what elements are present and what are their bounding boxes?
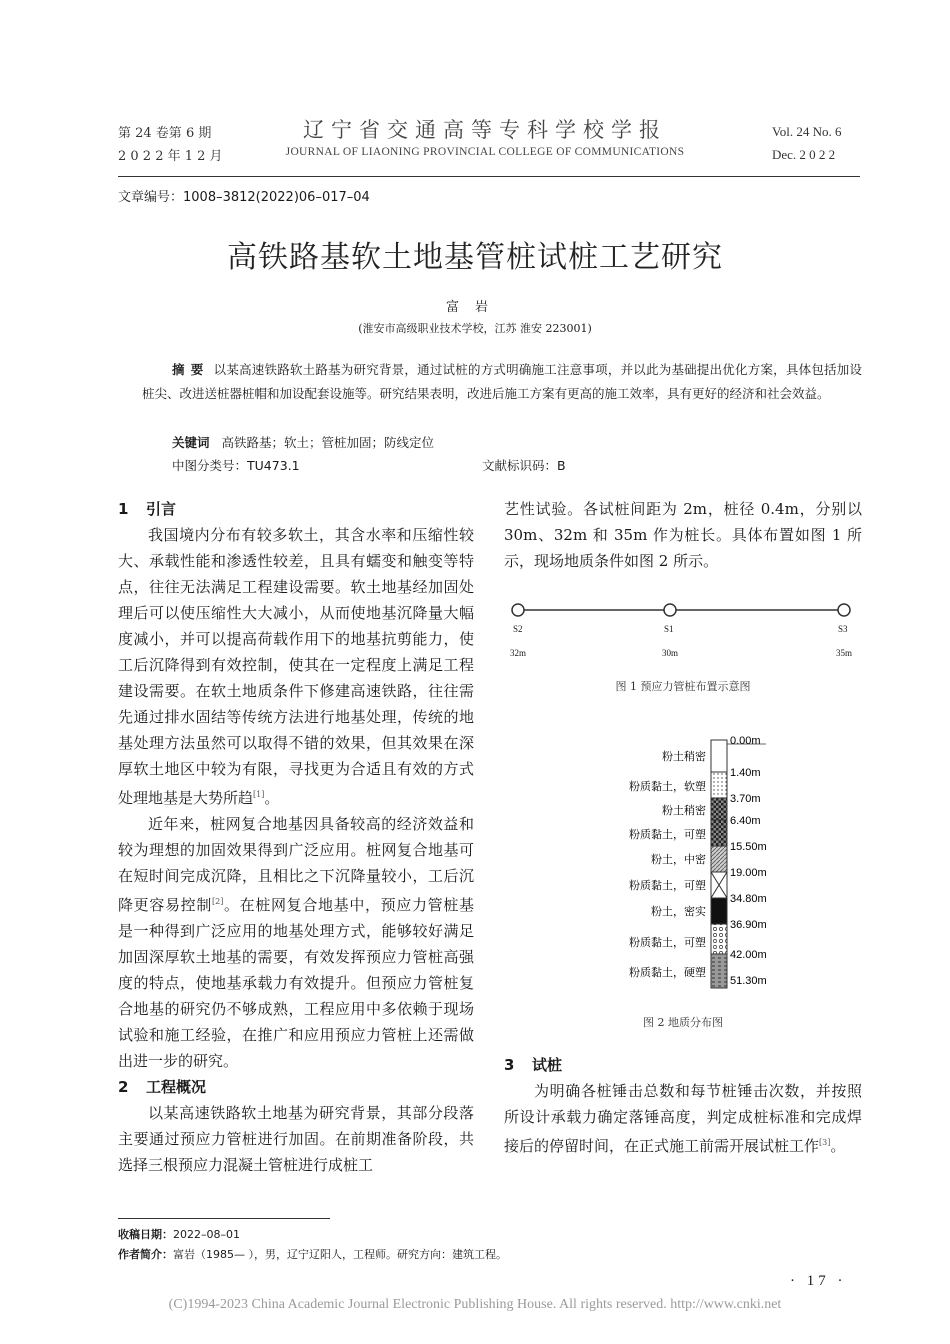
document-code: 文献标识码：B bbox=[482, 458, 566, 473]
depth-label: 36.90m bbox=[730, 919, 767, 931]
layer-label: 粉质黏土，可塑 bbox=[629, 828, 706, 841]
paragraph: 以某高速铁路软土地基为研究背景，其部分段落主要通过预应力管桩进行加固。在前期准备阶段，共选择三根预应力混凝土管桩进行成桩工 bbox=[118, 1104, 474, 1174]
author-name: 富岩 bbox=[445, 300, 504, 315]
left-column bbox=[118, 496, 474, 1178]
paragraph: 艺性试验。各试桩间距为 2m，桩径 0.4m，分别以 30m、32m 和 35m 作为桩长。具体布置如图 1 所示，现场地质条件如图 2 所示。 bbox=[504, 500, 862, 570]
layer-7 bbox=[711, 898, 727, 924]
article-number: 文章编号：1008–3812(2022)06–017–04 bbox=[118, 190, 370, 205]
page-number: · 17 · bbox=[790, 1273, 847, 1289]
layer-label: 粉质黏土，软塑 bbox=[629, 780, 706, 793]
journal-volume-info-en bbox=[772, 120, 841, 166]
depth-label: 42.00m bbox=[730, 949, 767, 961]
date-en: Dec. 2 0 2 2 bbox=[772, 147, 836, 162]
copyright-line: (C)1994-2023 China Academic Journal Electronic Publishing House. All rights reserved. http://www.cnki.net bbox=[168, 1297, 782, 1312]
figure-1-caption: 图 1 预应力管桩布置示意图 bbox=[615, 680, 751, 693]
depth-label: 3.70m bbox=[730, 793, 761, 805]
figure-2-caption: 图 2 地质分布图 bbox=[643, 1016, 723, 1029]
layer-label: 粉土稍密 bbox=[662, 804, 706, 817]
abstract-label: 摘要 bbox=[172, 362, 210, 377]
figure-1-pile-layout bbox=[504, 596, 862, 666]
pile-length: 32m bbox=[510, 648, 527, 658]
layer-label: 粉土稍密 bbox=[662, 750, 706, 763]
layer-label: 粉质黏土，可塑 bbox=[629, 936, 706, 949]
section-heading: 2 工程概况 bbox=[118, 1078, 207, 1096]
depth-label: 1.40m bbox=[730, 767, 761, 779]
layer-3 bbox=[711, 798, 727, 820]
keywords-text: 高铁路基；软土；管桩加固；防线定位 bbox=[221, 435, 434, 450]
depth-label: 15.50m bbox=[730, 841, 767, 853]
abstract-text: 以某高速铁路软土路基为研究背景，通过试桩的方式明确施工注意事项，并以此为基础提出优化方案，具体包括加设桩尖、改进送桩器桩帽和加设配套设施等。研究结果表明，改进后施工方案有更高的施工效率，具有更好的经济和社会效益。 bbox=[142, 362, 862, 401]
depth-label: 6.40m bbox=[730, 815, 761, 827]
pile-length: 35m bbox=[836, 648, 853, 658]
layer-label: 粉土，密实 bbox=[651, 905, 706, 918]
layer-4 bbox=[711, 820, 727, 846]
layer-label: 粉土，中密 bbox=[651, 853, 706, 866]
pile-layout-diagram bbox=[504, 596, 862, 666]
paragraph: 近年来，桩网复合地基因具备较高的经济效益和较为理想的加固效果得到广泛应用。桩网复合地基可在短时间完成沉降，且相比之下沉降量较小，工后沉降更容易控制[2]。在桩网复合地基中，预应力管桩基是一种得到广泛应用的地基处理方式，能够较好满足加固深厚软土地基的需要，有效发挥预应力管桩高强度的特点，使地基承载力有效提升。但预应力管桩复合地基的研究仍不够成熟，工程应用中多依赖于现场试验和施工经验，在推广和应用预应力管桩上还需做出进一步的研究。 bbox=[118, 815, 474, 1070]
depth-label: 19.00m bbox=[730, 867, 767, 879]
keywords bbox=[172, 432, 434, 454]
right-column-text bbox=[504, 496, 862, 574]
pile-marker-s1 bbox=[664, 604, 676, 616]
paragraph: 我国境内分布有较多软土，其含水率和压缩性较大、承载性能和渗透性较差，且具有蠕变和触变等特点，往往无法满足工程建设需要。软土地基经加固处理后可以使压缩性大大减小，从而使地基沉降量大幅度减小，并可以提高荷载作用下的地基抗剪能力，使工后沉降得到有效控制，使其在一定程度上满足工程建设需要。在软土地质条件下修建高速铁路，往往需先通过排水固结等传统方法进行地基处理，传统的地基处理方法虽然可以取得不错的效果，但其效果在深厚软土地区中较为有限，寻找更为合适且有效的方式处理地基是大势所趋[1]。 bbox=[118, 526, 474, 807]
paper-title: 高铁路基软土地基管桩试桩工艺研究 bbox=[227, 240, 723, 275]
volume-issue-cn: 第 24 卷第 6 期 bbox=[118, 126, 212, 141]
citation: [1] bbox=[253, 790, 265, 799]
journal-masthead bbox=[250, 116, 720, 158]
journal-name-en: JOURNAL OF LIAONING PROVINCIAL COLLEGE OF COMMUNICATIONS bbox=[285, 146, 685, 158]
abstract bbox=[142, 358, 862, 406]
figure-2-geology bbox=[556, 728, 816, 990]
section-heading: 3 试桩 bbox=[504, 1056, 563, 1074]
depth-label: 51.30m bbox=[730, 975, 767, 987]
clc-number: 中图分类号：TU473.1 bbox=[172, 458, 300, 473]
layer-2 bbox=[711, 772, 727, 798]
depth-label: 0.00m bbox=[730, 735, 761, 747]
layer-9 bbox=[711, 954, 727, 988]
journal-name-cn: 辽宁省交通高等专科学校学报 bbox=[303, 118, 667, 142]
layer-8 bbox=[711, 924, 727, 954]
pile-marker-s2 bbox=[512, 604, 524, 616]
right-column-text-lower bbox=[504, 1052, 862, 1159]
received-date: 收稿日期：2022–08–01 bbox=[118, 1228, 240, 1241]
pile-name: S1 bbox=[664, 624, 674, 634]
author-bio: 作者简介：富岩（1985— ），男，辽宁辽阳人，工程师。研究方向：建筑工程。 bbox=[118, 1248, 507, 1261]
citation: [3] bbox=[819, 1138, 831, 1147]
geology-column-diagram bbox=[556, 728, 816, 990]
pile-length: 30m bbox=[662, 648, 679, 658]
layer-label: 粉质黏土，可塑 bbox=[629, 879, 706, 892]
depth-label: 34.80m bbox=[730, 893, 767, 905]
journal-volume-info bbox=[118, 122, 223, 168]
author-affiliation: (淮安市高级职业技术学校，江苏 淮安 223001) bbox=[358, 322, 592, 335]
pile-name: S3 bbox=[838, 624, 848, 634]
layer-1 bbox=[711, 740, 727, 772]
section-heading: 1 引言 bbox=[118, 500, 177, 518]
layer-label: 粉质黏土，硬塑 bbox=[629, 966, 706, 979]
citation: [2] bbox=[212, 897, 224, 906]
pile-name: S2 bbox=[513, 624, 523, 634]
volume-issue-en: Vol. 24 No. 6 bbox=[772, 124, 842, 139]
keywords-label: 关键词 bbox=[172, 435, 210, 450]
layer-5 bbox=[711, 846, 727, 872]
paragraph: 为明确各桩锤击总数和每节桩锤击次数，并按照所设计承载力确定落锤高度，判定成桩标准和完成焊接后的停留时间，在正式施工前需开展试桩工作[3]。 bbox=[504, 1082, 862, 1155]
pile-marker-s3 bbox=[838, 604, 850, 616]
date-cn: 2 0 2 2 年 1 2 月 bbox=[118, 149, 223, 164]
footnote-rule bbox=[118, 1218, 330, 1219]
header-rule bbox=[118, 176, 860, 177]
